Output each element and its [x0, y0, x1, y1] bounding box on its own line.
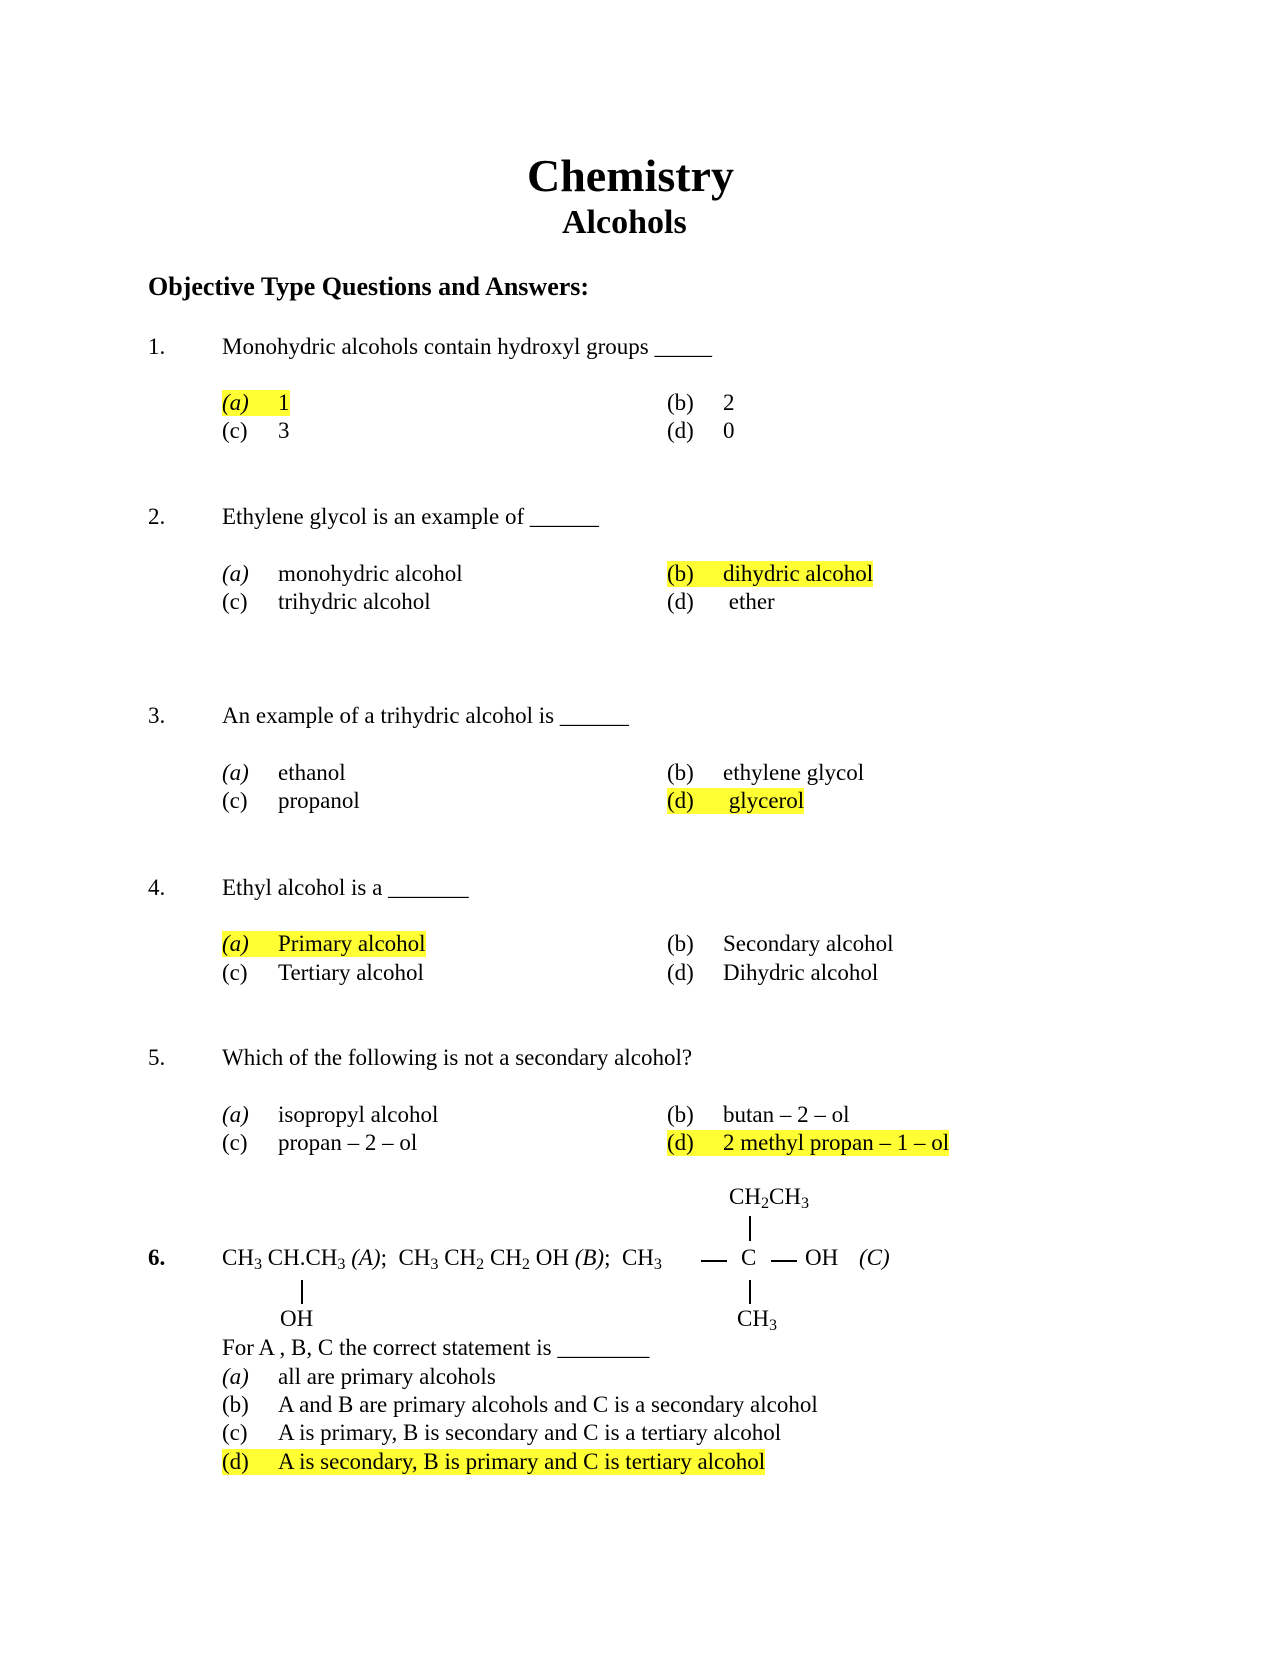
question-1-number: 1.: [148, 334, 166, 359]
question-6-option-a[interactable]: (a) all are primary alcohols: [222, 1364, 496, 1389]
question-2-number: 2.: [148, 504, 166, 529]
question-2-option-c[interactable]: (c) trihydric alcohol: [222, 589, 431, 614]
question-1-text: Monohydric alcohols contain hydroxyl groups _____: [222, 334, 712, 359]
question-6-prompt: For A , B, C the correct statement is ________: [222, 1335, 650, 1360]
q6-tag-c: (C): [859, 1245, 890, 1270]
question-3-option-b[interactable]: (b) ethylene glycol: [667, 760, 865, 785]
question-4-option-b[interactable]: (b) Secondary alcohol: [667, 931, 894, 956]
question-4-option-c[interactable]: (c) Tertiary alcohol: [222, 960, 424, 985]
question-1-option-b[interactable]: (b) 2: [667, 390, 735, 415]
question-5-option-b[interactable]: (b) butan – 2 – ol: [667, 1102, 850, 1127]
q6-oh-c: OH: [805, 1245, 839, 1270]
page-title: Chemistry: [527, 150, 734, 201]
page-subtitle: Alcohols: [562, 204, 687, 241]
question-3-option-c[interactable]: (c) propanol: [222, 788, 360, 813]
q6-bond-top: [749, 1216, 751, 1241]
question-3-option-d[interactable]: (d) glycerol: [667, 788, 805, 813]
q6-central-carbon: C: [741, 1245, 757, 1270]
question-3-text: An example of a trihydric alcohol is ______: [222, 703, 629, 728]
q6-bottom-substituent: $CH_3$: [737, 1306, 777, 1335]
question-2-option-d[interactable]: (d) ether: [667, 589, 775, 614]
q6-oh-under-a: OH: [280, 1306, 314, 1331]
question-6-option-b[interactable]: (b) A and B are primary alcohols and C is a secondary alcohol: [222, 1392, 818, 1417]
question-2-text: Ethylene glycol is an example of ______: [222, 504, 599, 529]
question-4-option-a[interactable]: (a) Primary alcohol: [222, 931, 426, 956]
section-heading: Objective Type Questions and Answers:: [148, 272, 590, 301]
q6-bond-a-oh: [301, 1280, 303, 1304]
question-3-number: 3.: [148, 703, 166, 728]
q6-bond-right: [771, 1260, 797, 1262]
question-4-option-d[interactable]: (d) Dihydric alcohol: [667, 960, 879, 985]
question-5-number: 5.: [148, 1045, 166, 1070]
question-1-option-d[interactable]: (d) 0: [667, 418, 735, 443]
q6-bond-bottom: [749, 1280, 751, 1304]
question-6-number: 6.: [148, 1245, 166, 1270]
question-4-text: Ethyl alcohol is a _______: [222, 875, 469, 900]
question-5-option-c[interactable]: (c) propan – 2 – ol: [222, 1130, 418, 1155]
question-2-option-b[interactable]: (b) dihydric alcohol: [667, 561, 874, 586]
question-5-option-d[interactable]: (d) 2 methyl propan – 1 – ol: [667, 1130, 950, 1155]
question-1-option-c[interactable]: (c) 3: [222, 418, 290, 443]
q6-formula-line: $CH_3$ $CH.CH_3$ (A); $CH_3$ $CH_2$ $CH_2$ OH (B); $CH_3$: [222, 1245, 662, 1274]
question-3-option-a[interactable]: (a) ethanol: [222, 760, 346, 785]
question-5-text: Which of the following is not a secondary alcohol?: [222, 1045, 693, 1070]
question-4-number: 4.: [148, 875, 166, 900]
question-2-option-a[interactable]: (a) monohydric alcohol: [222, 561, 463, 586]
question-6-option-d[interactable]: (d) A is secondary, B is primary and C is tertiary alcohol: [222, 1449, 766, 1474]
question-1-option-a[interactable]: (a) 1: [222, 390, 290, 415]
question-5-option-a[interactable]: (a) isopropyl alcohol: [222, 1102, 439, 1127]
q6-top-substituent: $CH_2CH_3$: [729, 1184, 809, 1213]
q6-bond-left: [701, 1260, 727, 1262]
question-6-option-c[interactable]: (c) A is primary, B is secondary and C is a tertiary alcohol: [222, 1420, 782, 1445]
